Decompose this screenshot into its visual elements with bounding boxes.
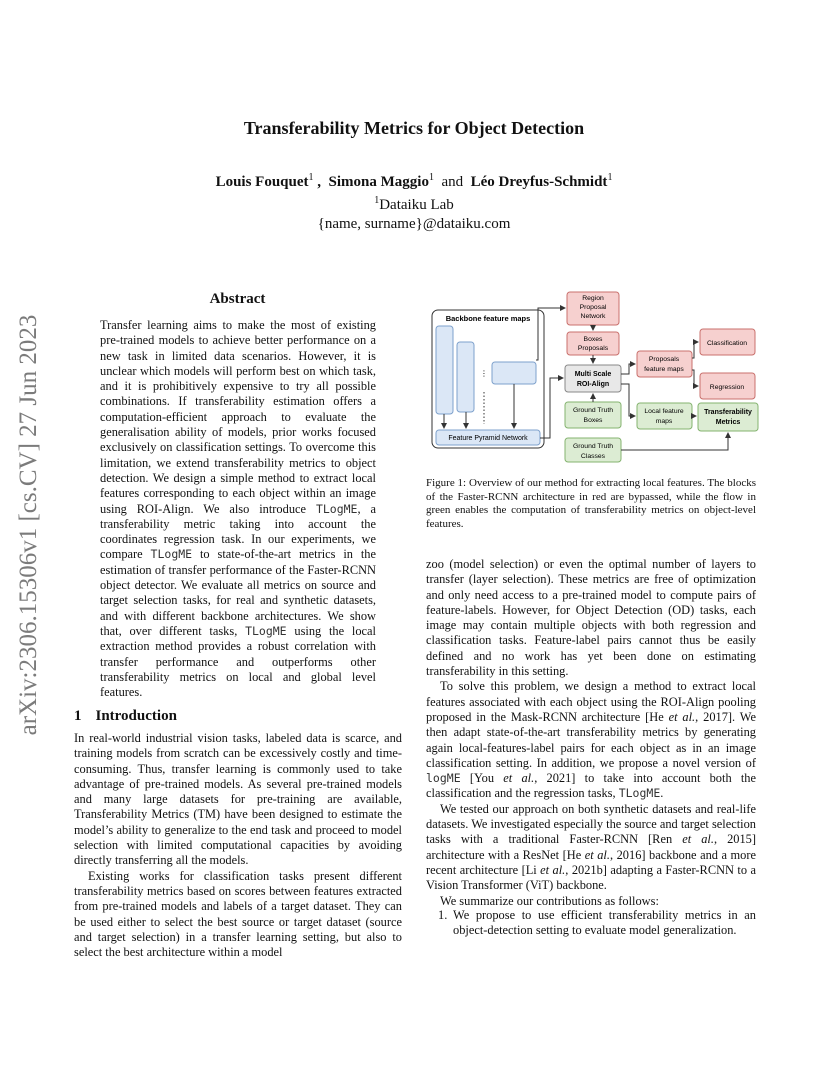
author-name: Louis Fouquet — [215, 174, 309, 190]
text-run: To solve this problem, we design a method to extract local features associated with each object using the ROI-Align pooling proposed in the Mask-RCNN architecture [He — [426, 679, 756, 724]
lfm-label: maps — [655, 418, 673, 425]
author-list: Louis Fouquet$^1$ , Simona Maggio$^1$ and Léo Dreyfus-Schmidt$^1$ — [215, 172, 613, 190]
author-name: Léo Dreyfus-Schmidt — [470, 174, 608, 190]
tm-label: Metrics — [715, 419, 741, 426]
text-run: , 2016] backbone and a more recent architecture [Li — [426, 847, 756, 877]
tlogme-term: TLogME — [150, 547, 193, 562]
section-title: Introduction — [95, 708, 177, 724]
local-feature-maps-block — [637, 403, 692, 429]
feature-map-block — [436, 326, 453, 414]
arrow — [621, 364, 635, 374]
pfm-label: feature maps — [644, 366, 684, 373]
intro-paragraph — [426, 802, 756, 894]
affiliation-name: Dataiku Lab — [379, 197, 454, 213]
text-run: [You — [460, 771, 504, 786]
text-run: , 2015] architecture with a ResNet [He — [426, 832, 756, 862]
text-run: We tested our approach on both synthetic datasets and real-life datasets. We investigated especially the source and target selection tasks with a traditional Faster-RCNN [Ren — [426, 801, 756, 847]
boxes-label: Proposals — [577, 345, 609, 352]
gt-boxes-block — [565, 402, 621, 428]
section-heading — [74, 708, 177, 725]
proposals-feature-maps-block — [637, 351, 692, 377]
roi-align-label: ROI-Align — [576, 381, 610, 388]
abstract-heading: Abstract — [209, 291, 266, 307]
intro-right-column — [426, 557, 756, 909]
tlogme-term: TLogME — [245, 623, 287, 638]
abstract-text: Transfer learning aims to make the most of existing pre-trained models to achieve better performance on a new task in limited data scenarios. However, it is unclear which models will perform best on which task, and it is prohibitively expensive to try all possible combinations. If transferability estimation offers a computation-efficient approach to evaluate the generalisation ability of models, prior works focused exclusively on classification settings. To overcome this limitation, we extend transferability metrics to object detection. We design a simple method to extract local features corresponding to each object within an image using ROI-Align. We also introduce — [100, 318, 376, 516]
author-affil-sup: 1 — [308, 172, 314, 183]
rpn-label: Proposal — [579, 304, 607, 311]
intro-paragraph: We summarize our contributions as follows: — [440, 893, 659, 908]
intro-paragraph: Existing works for classification tasks present different transferability metrics based on scores between features extracted from pre-trained models and labels of a target dataset. They can be used either to select the best source or target dataset (source and target selection) in a transfer learning setting, but also to select the best architecture within a model — [74, 868, 402, 960]
gt-boxes-label: Ground Truth — [572, 407, 614, 414]
section-number: 1 — [74, 708, 82, 724]
rpn-label: Region — [582, 295, 604, 302]
arxiv-stamp — [14, 290, 44, 760]
tlogme-term: TLogME — [618, 786, 661, 801]
text-run: , 2021] to take into account both the classification and the regression tasks, — [426, 771, 756, 801]
affiliation — [0, 195, 828, 214]
abstract-text: to state-of-the-art metrics in the estimation of transfer performance of the Faster-RCNN object detector. We evaluate all metrics on source and target selection tasks, for real and synthetic datasets, and with different backbone architectures. We show that, over different tasks, — [100, 547, 376, 638]
arrow — [692, 370, 698, 386]
intro-paragraph: zoo (model selection) or even the optimal number of layers to transfer (layer selection). These metrics are free of optimization and only need access to a pre-trained model to compute pairs of feature-labels. However, for Object Detection (OD) tasks, each image may contain multiple objects with both regression and classification tasks. Feature-label pairs cannot thus be easily defined and no work has yet been done on estimating transferability in this setting. — [426, 557, 756, 679]
author-name: Simona Maggio — [328, 174, 429, 190]
arxiv-id: arXiv:2306.15306v1 [cs.CV] 27 Jun 2023 — [15, 314, 42, 736]
etal: et al. — [668, 709, 696, 724]
pfm-label: Proposals — [648, 356, 680, 363]
tm-label: Transferability — [704, 409, 752, 416]
regression-label: Regression — [709, 384, 745, 391]
feature-map-block — [492, 362, 536, 384]
author-affil-sup: 1 — [428, 172, 434, 183]
tlogme-term: TLogME — [315, 501, 358, 516]
text-run: , 2017]. We then adapt state-of-the-art transferability metrics by generating again local-features-label pairs for each object as in an image classification setting. In addition, we propose a novel version of — [426, 709, 756, 770]
arrow — [692, 342, 698, 358]
ellipsis-dots: ⋮ — [480, 369, 488, 378]
text-run: , 2021b] adapting a Faster-RCNN to a Vision Transformer (ViT) backbone. — [426, 862, 756, 893]
fpn-label: Feature Pyramid Network — [448, 435, 528, 442]
logme-term: logME — [426, 771, 461, 786]
intro-paragraph: In real-world industrial vision tasks, labeled data is scarce, and training models from scratch can be excessively costly and time-consuming. Thus, transfer learning is commonly used to take advantage of pre-trained models. As several pre-trained models and many large datasets for pre-training are available, Transferability Metrics (TM) have been designed to estimate the model’s ability to generalize to the end task and proceed to model selection with limited computational capacities by avoiding directly transferring all the models. — [74, 731, 402, 868]
gt-boxes-label: Boxes — [583, 417, 603, 424]
etal: et al. — [584, 847, 610, 862]
rpn-label: Network — [580, 313, 606, 320]
affiliation-sup: 1 — [374, 195, 380, 206]
list-marker: 1. — [438, 908, 448, 922]
list-item-text: We propose to use efficient transferability metrics in an object-detection setting to evaluate model generalization. — [453, 908, 756, 938]
intro-paragraph — [426, 679, 756, 801]
contact-email: {name, surname}@dataiku.com — [317, 216, 511, 232]
classification-label: Classification — [706, 340, 748, 347]
author-affil-sup: 1 — [607, 172, 613, 183]
and-word: and — [441, 174, 464, 190]
paper-title: Transferability Metrics for Object Detection — [243, 118, 585, 138]
gt-classes-label: Ground Truth — [572, 443, 614, 450]
figure-1-diagram — [426, 288, 762, 466]
lfm-label: Local feature — [644, 408, 684, 415]
roi-align-label: Multi Scale — [574, 371, 612, 378]
gt-classes-label: Classes — [580, 453, 606, 460]
abstract-text: , a transferability metric taking into account the coordinates regression task. In our experiments, we compare — [100, 501, 376, 562]
feature-map-block — [457, 342, 474, 412]
arrow — [621, 433, 728, 450]
transferability-metrics-block — [698, 403, 758, 431]
text-run: . — [660, 786, 664, 801]
boxes-label: Boxes — [583, 336, 603, 343]
etal: et al. — [682, 832, 714, 847]
backbone-label: Backbone feature maps — [445, 314, 531, 323]
abstract-body — [100, 318, 376, 700]
contribution-list-item — [426, 908, 756, 939]
etal: et al. — [540, 862, 566, 877]
figure-caption: Figure 1: Overview of our method for extracting local features. The blocks of the Faster-RCNN architecture in red are bypassed, while the flow in green enables the computation of transferability metrics on object-level features. — [426, 477, 756, 530]
etal: et al. — [503, 771, 535, 786]
arrow — [621, 384, 635, 416]
intro-left-column — [74, 731, 402, 960]
abstract-text: using the local extraction method provides a robust correlation with transfer performance and outperforms other transferability metrics on local and global level features. — [100, 623, 376, 700]
